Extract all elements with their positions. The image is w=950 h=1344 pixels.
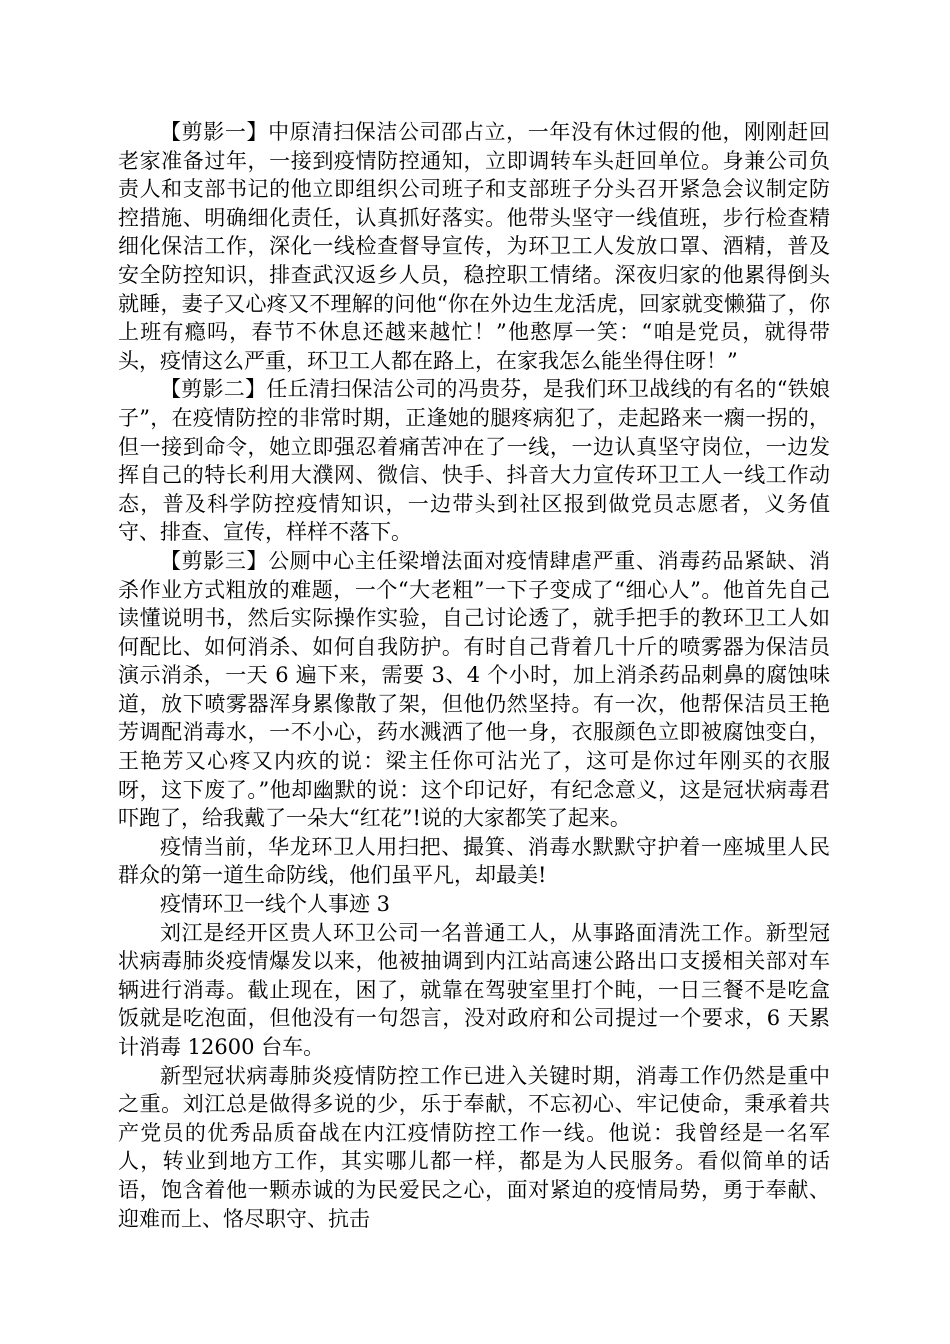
paragraph-liu-jiang-2: 新型冠状病毒肺炎疫情防控工作已进入关键时期，消毒工作仍然是重中之重。刘江总是做得多说的少，乐于奉献，不忘初心、牢记使命，秉承着共产党员的优秀品质奋战在内江疫情防控工作一线。他说：我曾经是一名军人，转业到地方工作，其实哪儿都一样，都是为人民服务。看似简单的话语，饱含着他一颗赤诚的为民爱民之心，面对紧迫的疫情局势，勇于奉献、迎难而上、恪尽职守、抗击 <box>118 1063 830 1231</box>
paragraph-silhouette-1: 【剪影一】中原清扫保洁公司邵占立，一年没有休过假的他，刚刚赶回老家准备过年，一接到疫情防控通知，立即调转车头赶回单位。身兼公司负责人和支部书记的他立即组织公司班子和支部班子分头召开紧急会议制定防控措施、明确细化责任，认真抓好落实。他带头坚守一线值班，步行检查精细化保洁工作，深化一线检查督导宣传，为环卫工人发放口罩、酒精，普及安全防控知识，排查武汉返乡人员，稳控职工情绪。深夜归家的他累得倒头就睡，妻子又心疼又不理解的问他“你在外边生龙活虎，回家就变懒猫了，你上班有瘾吗，春节不休息还越来越忙！”他憨厚一笑：“咱是党员，就得带头，疫情这么严重，环卫工人都在路上，在家我怎么能坐得住呀！” <box>118 120 830 373</box>
paragraph-liu-jiang-1: 刘江是经开区贵人环卫公司一名普通工人，从事路面清洗工作。新型冠状病毒肺炎疫情爆发以来，他被抽调到内江站高速公路出口支援相关部对车辆进行消毒。截止现在，困了，就靠在驾驶室里打个盹，一日三餐不是吃盒饭就是吃泡面，但他没有一句怨言，没对政府和公司提过一个要求，6 天累计消毒 12600 台车。 <box>118 920 830 1059</box>
paragraph-silhouette-2: 【剪影二】任丘清扫保洁公司的冯贵芬，是我们环卫战线的有名的“铁娘子”，在疫情防控的非常时期，正逢她的腿疼病犯了，走起路来一瘸一拐的，但一接到命令，她立即强忍着痛苦冲在了一线，一边认真坚守岗位，一边发挥自己的特长利用大濮网、微信、快手、抖音大力宣传环卫工人一线工作动态，普及科学防控疫情知识，一边带头到社区报到做党员志愿者，义务值守、排查、宣传，样样不落下。 <box>118 377 830 545</box>
paragraph-conclusion: 疫情当前，华龙环卫人用扫把、撮箕、消毒水默默守护着一座城里人民群众的第一道生命防线，他们虽平凡，却最美! <box>118 834 830 888</box>
paragraph-silhouette-3: 【剪影三】公厕中心主任梁增法面对疫情肆虐严重、消毒药品紧缺、消杀作业方式粗放的难题，一个“大老粗”一下子变成了“细心人”。他首先自己读懂说明书，然后实际操作实验，自己讨论透了，就手把手的教环卫工人如何配比、如何消杀、如何自我防护。有时自己背着几十斤的喷雾器为保洁员演示消杀，一天 6 遍下来，需要 3、4 个小时，加上消杀药品刺鼻的腐蚀味道，放下喷雾器浑身累像散了架，但他仍然坚持。有一次，他帮保洁员王艳芳调配消毒水，一不小心，药水溅洒了他一身，衣服颜色立即被腐蚀变白，王艳芳又心疼又内疚的说：梁主任你可沾光了，这可是你过年刚买的衣服呀，这下废了。”他却幽默的说：这个印记好，有纪念意义，这是冠状病毒君吓跑了，给我戴了一朵大“红花”!说的大家都笑了起来。 <box>118 548 830 831</box>
section-title: 疫情环卫一线个人事迹 3 <box>160 892 391 917</box>
document-page <box>118 118 830 1233</box>
